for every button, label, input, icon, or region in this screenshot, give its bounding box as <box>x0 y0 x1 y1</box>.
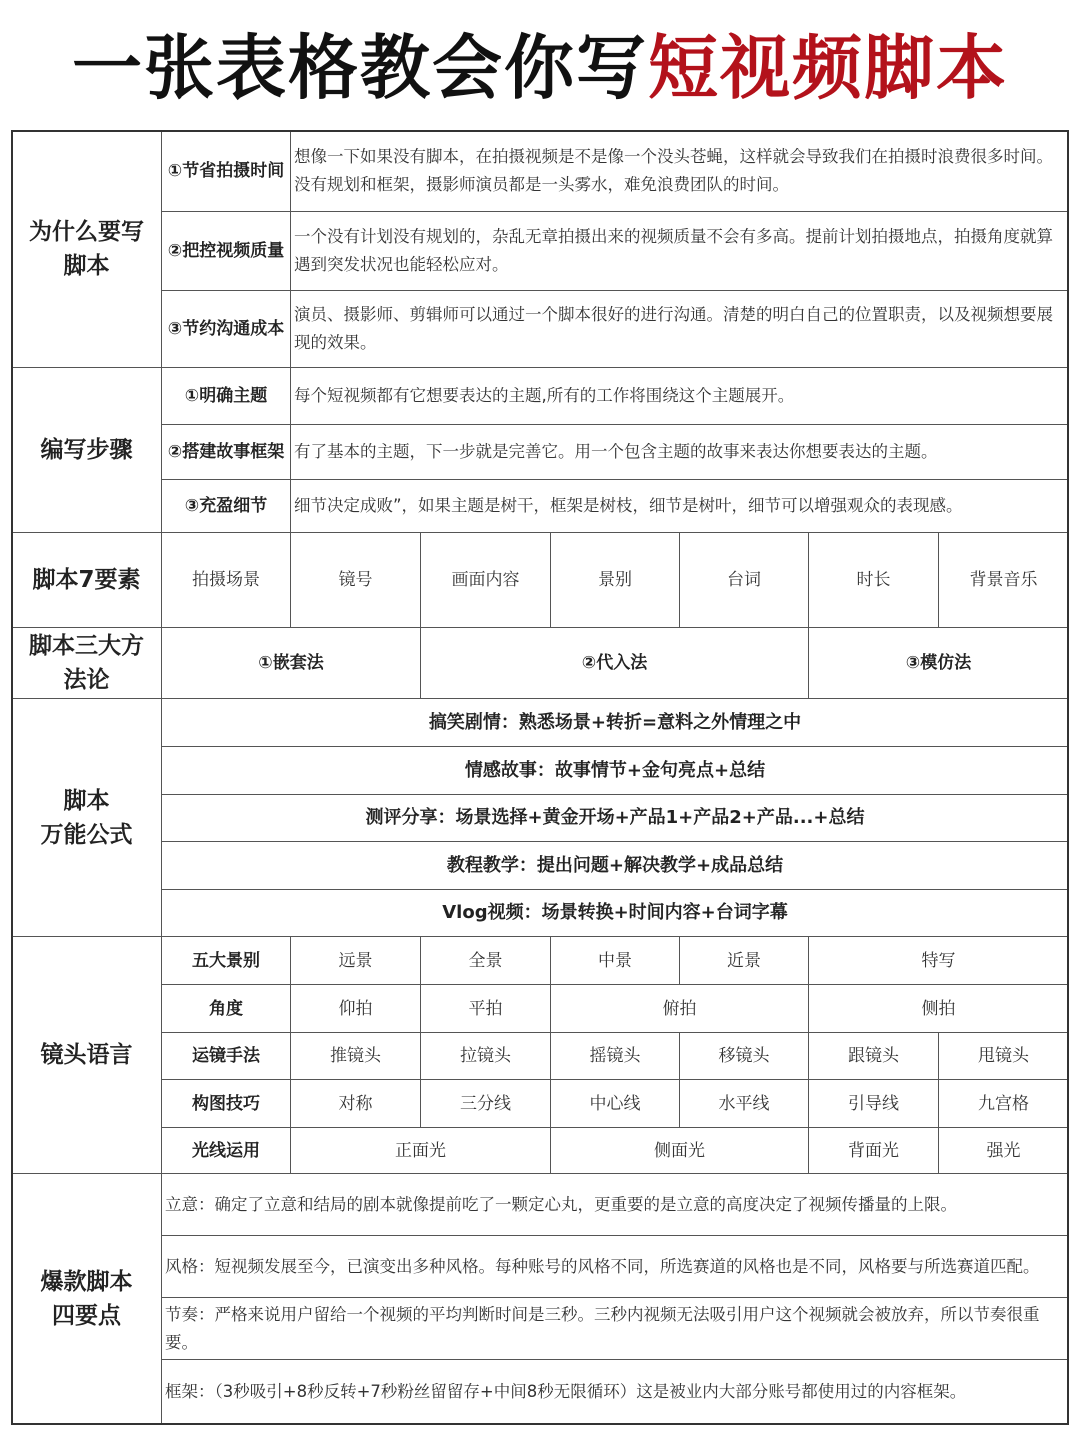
lens-comp-center: 中心线 <box>550 1079 680 1128</box>
lens-comp-grid: 九宫格 <box>938 1079 1069 1128</box>
why-item-3-text: 演员、摄影师、剪辑师可以通过一个脚本很好的进行沟通。清楚的明白自己的位置职责，以及视频想要展现的效果。 <box>290 290 1069 368</box>
formulas-category-line1: 脚本 <box>63 787 110 814</box>
formula-3: 测评分享：场景选择+黄金开场+产品1+产品2+产品...+总结 <box>161 794 1069 842</box>
element-1: 拍摄场景 <box>161 532 291 628</box>
formulas-category <box>11 698 162 937</box>
lens-light-back: 背面光 <box>808 1127 939 1174</box>
hit-category <box>11 1173 162 1425</box>
hit-item-2: 风格：短视频发展至今，已演变出多种风格。每种账号的风格不同，所选赛道的风格也是不同，风格要与所选赛道匹配。 <box>161 1235 1069 1298</box>
lens-shot-full: 全景 <box>420 936 551 985</box>
lens-move-track: 移镜头 <box>679 1032 809 1080</box>
hit-category-line1: 爆款脚本 <box>40 1269 133 1295</box>
method-2: ②代入法 <box>420 627 809 699</box>
lens-angle-side: 侧拍 <box>808 984 1069 1033</box>
lens-row-2-label: 角度 <box>161 984 291 1033</box>
lens-row-5-label: 光线运用 <box>161 1127 291 1174</box>
why-item-1-label: ①节省拍摄时间 <box>161 130 291 212</box>
formula-1: 搞笑剧情：熟悉场景+转折=意料之外情理之中 <box>161 698 1069 747</box>
element-5: 台词 <box>679 532 809 628</box>
why-item-3-label: ③节约沟通成本 <box>161 290 291 368</box>
hit-item-1: 立意：确定了立意和结局的剧本就像提前吃了一颗定心丸，更重要的是立意的高度决定了视频传播量的上限。 <box>161 1173 1069 1236</box>
lens-light-side: 侧面光 <box>550 1127 809 1174</box>
element-7: 背景音乐 <box>938 532 1069 628</box>
lens-angle-high: 俯拍 <box>550 984 809 1033</box>
lens-row-3-label: 运镜手法 <box>161 1032 291 1080</box>
formula-5: Vlog视频：场景转换+时间内容+台词字幕 <box>161 889 1069 937</box>
why-category <box>11 130 162 368</box>
formula-2: 情感故事：故事情节+金句亮点+总结 <box>161 746 1069 795</box>
lens-move-follow: 跟镜头 <box>808 1032 939 1080</box>
lens-shot-far: 远景 <box>290 936 421 985</box>
why-item-2-label: ②把控视频质量 <box>161 211 291 291</box>
steps-item-2-label: ②搭建故事框架 <box>161 424 291 480</box>
lens-shot-closeup: 特写 <box>808 936 1069 985</box>
title-black-part: 一张表格教会你写 <box>72 27 648 109</box>
steps-category: 编写步骤 <box>11 367 162 533</box>
steps-item-1-label: ①明确主题 <box>161 367 291 425</box>
steps-item-2-text: 有了基本的主题，下一步就是完善它。用一个包含主题的故事来表达你想要表达的主题。 <box>290 424 1069 480</box>
lens-shot-close: 近景 <box>679 936 809 985</box>
lens-light-strong: 强光 <box>938 1127 1069 1174</box>
steps-item-3-text: 细节决定成败”，如果主题是树干，框架是树枝，细节是树叶，细节可以增强观众的表现感。 <box>290 479 1069 533</box>
lens-row-4-label: 构图技巧 <box>161 1079 291 1128</box>
lens-shot-medium: 中景 <box>550 936 680 985</box>
why-item-2-text: 一个没有计划没有规划的，杂乱无章拍摄出来的视频质量不会有多高。提前计划拍摄地点，拍摄角度就算遇到突发状况也能轻松应对。 <box>290 211 1069 291</box>
lens-light-front: 正面光 <box>290 1127 551 1174</box>
lens-move-push: 推镜头 <box>290 1032 421 1080</box>
formula-4: 教程教学：提出问题+解决教学+成品总结 <box>161 841 1069 890</box>
lens-move-pan: 摇镜头 <box>550 1032 680 1080</box>
lens-angle-low: 仰拍 <box>290 984 421 1033</box>
lens-comp-thirds: 三分线 <box>420 1079 551 1128</box>
lens-angle-eye: 平拍 <box>420 984 551 1033</box>
steps-item-3-label: ③充盈细节 <box>161 479 291 533</box>
page-title <box>0 18 1080 118</box>
element-6: 时长 <box>808 532 939 628</box>
method-1: ①嵌套法 <box>161 627 421 699</box>
why-category-label: 为什么要写脚本 <box>29 219 144 279</box>
element-3: 画面内容 <box>420 532 551 628</box>
hit-item-3: 节奏：严格来说用户留给一个视频的平均判断时间是三秒。三秒内视频无法吸引用户这个视频就会被放弃，所以节奏很重要。 <box>161 1297 1069 1360</box>
lens-comp-leading: 引导线 <box>808 1079 939 1128</box>
lens-category: 镜头语言 <box>11 936 162 1174</box>
lens-move-whip: 甩镜头 <box>938 1032 1069 1080</box>
lens-row-1-label: 五大景别 <box>161 936 291 985</box>
methods-category: 脚本三大方法论 <box>11 627 162 699</box>
element-4: 景别 <box>550 532 680 628</box>
steps-item-1-text: 每个短视频都有它想要表达的主题,所有的工作将围绕这个主题展开。 <box>290 367 1069 425</box>
formulas-category-line2: 万能公式 <box>40 821 133 848</box>
lens-comp-horizon: 水平线 <box>679 1079 809 1128</box>
lens-comp-symmetry: 对称 <box>290 1079 421 1128</box>
lens-move-pull: 拉镜头 <box>420 1032 551 1080</box>
title-red-part: 短视频脚本 <box>648 27 1008 109</box>
hit-item-4: 框架：（3秒吸引+8秒反转+7秒粉丝留留存+中间8秒无限循环）这是被业内大部分账号都使用过的内容框架。 <box>161 1359 1069 1425</box>
element-2: 镜号 <box>290 532 421 628</box>
method-3: ③模仿法 <box>808 627 1069 699</box>
hit-category-line2: 四要点 <box>52 1303 121 1329</box>
elements-category: 脚本7要素 <box>11 532 162 628</box>
why-item-1-text: 想像一下如果没有脚本，在拍摄视频是不是像一个没头苍蝇，这样就会导致我们在拍摄时浪费很多时间。没有规划和框架，摄影师演员都是一头雾水，难免浪费团队的时间。 <box>290 130 1069 212</box>
